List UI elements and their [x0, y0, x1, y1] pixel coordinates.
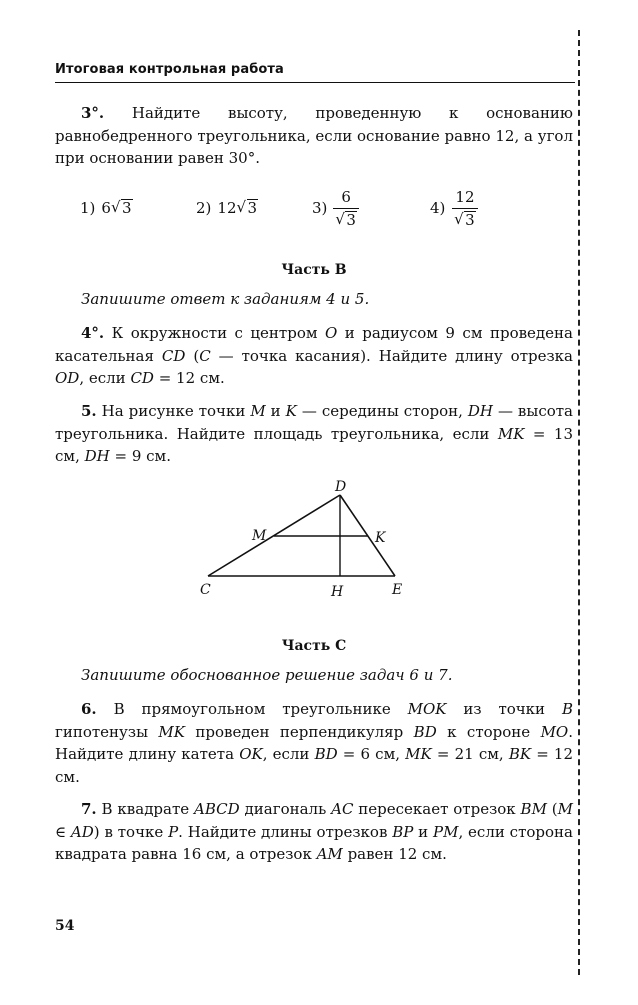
task-4-text: и радиусом 9 см проведена касательная [55, 324, 573, 365]
option-4-sqrt [454, 211, 476, 229]
var-AC: AC [331, 800, 354, 818]
task-4-text: ( [185, 346, 200, 365]
var-OD: OD [55, 369, 80, 387]
triangle-figure [190, 478, 420, 608]
var-MK: MK [405, 745, 432, 763]
var-BM: BM [520, 800, 547, 818]
task-5-text: — середины сторон, [296, 402, 468, 420]
task-7-text: ) в точке [93, 822, 169, 841]
label-K: K [375, 530, 386, 546]
var-CD: CD [161, 346, 186, 365]
task-6-text: из точки [446, 700, 562, 718]
var-BP: BP [392, 822, 414, 841]
task-6-text: , если [262, 745, 315, 763]
var-BD: BD [413, 722, 437, 741]
var-AM: AM [316, 845, 343, 863]
var-DH: DH [467, 402, 493, 420]
task-6-text: В прямоугольном треугольнике [113, 700, 408, 718]
task-6 [55, 698, 573, 788]
header-rule [55, 82, 575, 83]
option-4-fraction [451, 188, 478, 229]
label-D: D [335, 479, 347, 495]
sqrt-icon: √ [236, 198, 247, 216]
task-4-number: 4°. [81, 324, 105, 342]
task-4-text: К окружности с центром [111, 324, 325, 342]
var-CD: CD [130, 369, 154, 387]
option-2-coef: 12 [217, 199, 237, 217]
sqrt-icon: √ [335, 209, 345, 228]
option-3-fraction [333, 188, 359, 229]
task-3-number: 3°. [81, 104, 105, 122]
var-P: P [168, 822, 179, 841]
part-c-title: Часть C [281, 638, 347, 654]
var-O: O [325, 324, 338, 342]
var-C: C [199, 346, 211, 365]
page-header-title: Итоговая контрольная работа [55, 62, 284, 77]
task-5-text: — высота треугольника. Найдите площадь треугольника, если [55, 402, 573, 443]
task-6-text: к стороне [436, 722, 541, 741]
task-4-text: = 12 см. [153, 369, 225, 387]
task-7-text: В квадрате [101, 800, 195, 818]
task-5-text: = 13 см, [55, 424, 573, 465]
task-3-options [80, 180, 560, 236]
option-4-denominator [452, 208, 478, 229]
var-BK: BK [508, 745, 532, 763]
option-4 [430, 180, 479, 236]
task-5-text: = 9 см. [109, 447, 171, 465]
var-DH: DH [84, 447, 110, 465]
var-MK: MK [497, 424, 525, 443]
var-PM: PM [433, 822, 459, 841]
task-4 [55, 322, 573, 390]
task-7-text: и [413, 822, 433, 841]
var-B: B [561, 700, 573, 718]
option-1-radicand: 3 [121, 199, 132, 217]
task-6-text: гипотенузы [55, 722, 159, 741]
task-7-text: пересекает отрезок [353, 800, 521, 818]
task-3 [55, 102, 573, 170]
option-2-radicand: 3 [247, 199, 258, 217]
task-3-text: Найдите высоту, проведенную к основанию равнобедренного треугольника, если основание равно 12, а угол при основании равен 30°. [55, 104, 573, 167]
task-7-text: , если сторона квадрата равна 16 см, а отрезок [55, 822, 573, 863]
task-6-number: 6. [81, 700, 97, 718]
task-6-text: = 6 см, [337, 745, 406, 763]
task-6-text: = 21 см, [431, 745, 509, 763]
var-M: M [250, 402, 266, 420]
part-b-title: Часть B [281, 262, 347, 278]
option-1-coef: 6 [101, 199, 111, 217]
option-3-radicand: 3 [346, 210, 356, 229]
sqrt-icon: √ [110, 198, 121, 216]
task-5-number: 5. [81, 402, 97, 420]
var-BD: BD [314, 745, 338, 763]
label-C: C [200, 582, 211, 598]
task-4-text: , если [79, 369, 131, 387]
option-3-numerator: 6 [341, 187, 351, 206]
task-5 [55, 400, 573, 468]
option-2 [196, 180, 258, 236]
task-5-text: и [265, 402, 286, 420]
task-6-text: = 12 см. [55, 745, 573, 786]
option-3-denominator [333, 208, 359, 229]
task-6-text: проведен перпендикуляр [185, 722, 414, 741]
option-3-label: 3) [312, 199, 328, 217]
option-3-sqrt [335, 211, 357, 229]
var-MO: MO [540, 722, 569, 741]
var-M-in-AD: M ∈ AD [55, 800, 574, 841]
part-b-instruction: Запишите ответ к заданиям 4 и 5. [81, 290, 370, 308]
var-ABCD: ABCD [194, 800, 240, 818]
var-MK: MK [158, 722, 185, 741]
option-2-label: 2) [196, 199, 212, 217]
part-c-instruction: Запишите обоснованное решение задач 6 и 7. [81, 666, 453, 684]
task-5-text: На рисунке точки [101, 402, 251, 420]
option-4-radicand: 3 [465, 210, 475, 229]
sqrt-icon: √ [454, 209, 464, 228]
label-E: E [392, 582, 403, 598]
cut-line-divider [578, 30, 580, 975]
label-H: H [331, 584, 344, 600]
option-1-label: 1) [80, 199, 96, 217]
label-M: M [252, 528, 267, 544]
var-K: K [285, 402, 297, 420]
task-7-text: ( [546, 800, 558, 818]
task-7 [55, 798, 573, 866]
page-number: 54 [55, 918, 75, 934]
var-MOK: MOK [407, 700, 447, 718]
task-7-text: равен 12 см. [342, 845, 447, 863]
option-1-sqrt [111, 199, 133, 217]
option-4-label: 4) [430, 199, 446, 217]
task-7-text: диагональ [239, 800, 332, 818]
var-OK: OK [239, 745, 263, 763]
task-7-text: . Найдите длины отрезков [178, 822, 393, 841]
option-2-sqrt [237, 199, 259, 217]
task-6-text: . Найдите длину катета [55, 722, 574, 763]
option-4-numerator: 12 [455, 187, 475, 206]
task-7-number: 7. [81, 800, 97, 818]
option-1 [80, 180, 133, 236]
option-3 [312, 180, 359, 236]
task-4-text: — точка касания). Найдите длину отрезка [210, 346, 573, 365]
